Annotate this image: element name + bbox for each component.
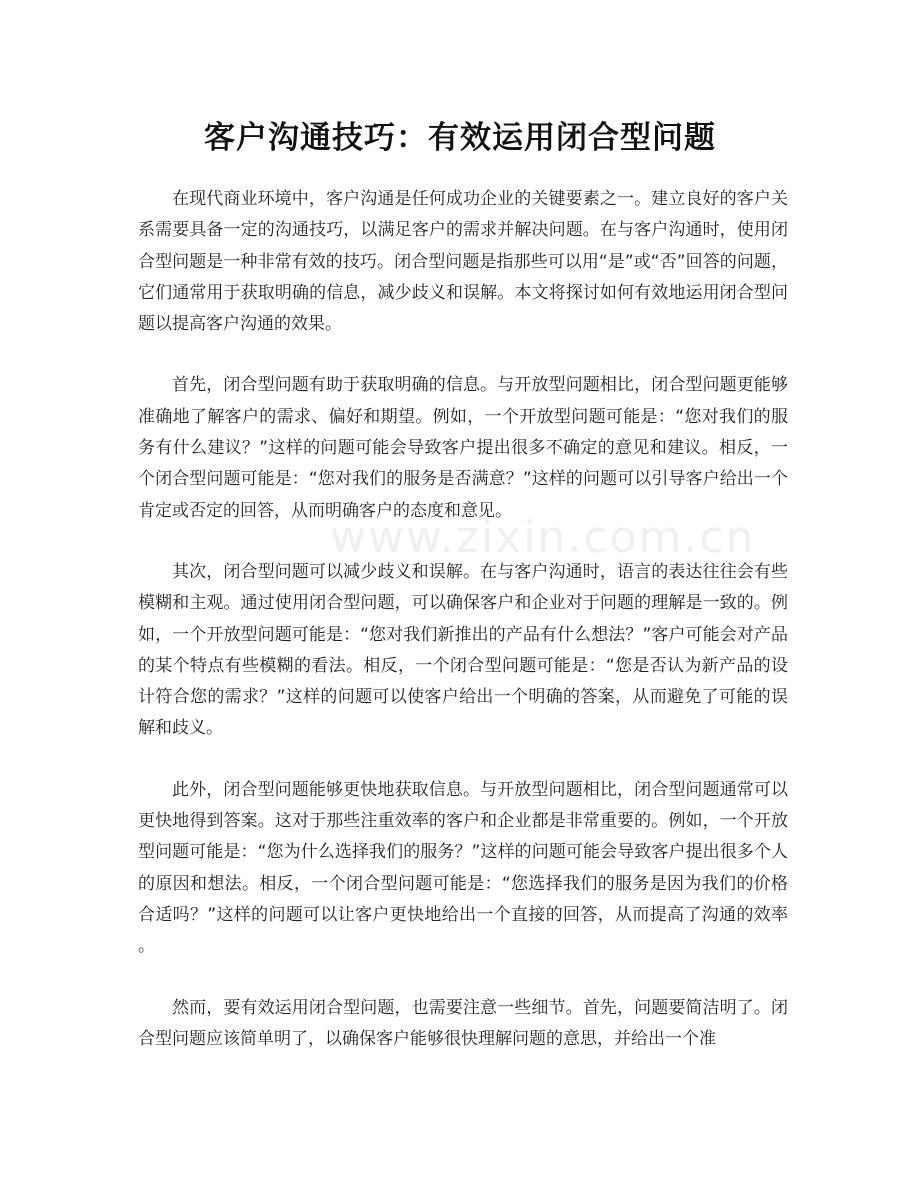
paragraph-3: 其次，闭合型问题可以减少歧义和误解。在与客户沟通时，语言的表达往往会有些模糊和主观。通过使用闭合型问题，可以确保客户和企业对于问题的理解是一致的。例如，一个开放型问题可能是：“您对我们新推出的产品有什么想法？”客户可能会对产品的某个特点有些模糊的看法。相反，一个闭合型问题可能是：“您是否认为新产品的设计符合您的需求？”这样的问题可以使客户给出一个明确的答案，从而避免了可能的误解和歧义。 <box>138 561 788 739</box>
document-body <box>138 184 788 1085</box>
paragraph-1: 在现代商业环境中，客户沟通是任何成功企业的关键要素之一。建立良好的客户关系需要具备一定的沟通技巧，以满足客户的需求并解决问题。在与客户沟通时，使用闭合型问题是一种非常有效的技巧。闭合型问题是指那些可以用“是”或“否”回答的问题，它们通常用于获取明确的信息，减少歧义和误解。本文将探讨如何有效地运用闭合型问题以提高客户沟通的效果。 <box>138 189 788 335</box>
paragraph-4: 此外，闭合型问题能够更快地获取信息。与开放型问题相比，闭合型问题通常可以更快地得到答案。这对于那些注重效率的客户和企业都是非常重要的。例如，一个开放型问题可能是：“您为什么选择我们的服务？”这样的问题可能会导致客户提出很多个人的原因和想法。相反，一个闭合型问题可能是：“您选择我们的服务是因为我们的价格合适吗？”这样的问题可以让客户更快地给出一个直接的回答，从而提高了沟通的效率。 <box>138 779 788 957</box>
paragraph-2: 首先，闭合型问题有助于获取明确的信息。与开放型问题相比，闭合型问题更能够准确地了解客户的需求、偏好和期望。例如，一个开放型问题可能是：“您对我们的服务有什么建议？”这样的问题可能会导致客户提出很多不确定的意见和建议。相反，一个闭合型问题可能是：“您对我们的服务是否满意？”这样的问题可以引导客户给出一个肯定或否定的回答，从而明确客户的态度和意见。 <box>138 375 788 521</box>
watermark: www.zixin.com.cn <box>330 512 756 563</box>
paragraph-5: 然而，要有效运用闭合型问题，也需要注意一些细节。首先，问题要简洁明了。闭合型问题应该简单明了，以确保客户能够很快理解问题的意思，并给出一个准 <box>138 997 788 1049</box>
document-title: 客户沟通技巧：有效运用闭合型问题 <box>204 120 716 156</box>
